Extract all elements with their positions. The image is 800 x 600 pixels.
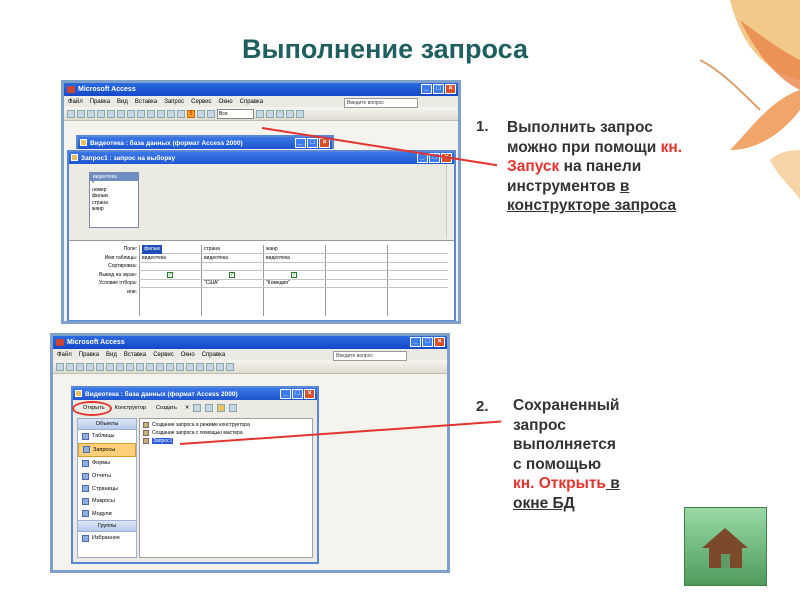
menu-tools[interactable]: Сервис [153, 351, 174, 358]
grid-show-checkbox[interactable]: ✓ [292, 272, 297, 278]
field-item[interactable]: * [92, 181, 94, 187]
undo-icon[interactable] [156, 363, 164, 371]
spell-icon[interactable] [107, 110, 115, 118]
menu-view[interactable]: Вид [106, 351, 117, 358]
database-window [71, 386, 319, 564]
menu-query[interactable]: Запрос [164, 98, 185, 105]
maximize-button[interactable]: □ [422, 337, 433, 347]
app-titlebar [64, 83, 458, 96]
object-tables[interactable]: Таблицы [78, 430, 136, 443]
save-icon[interactable] [76, 363, 84, 371]
module-icon [82, 510, 89, 517]
objects-panel [77, 418, 137, 558]
show-table-icon[interactable] [197, 110, 205, 118]
home-button[interactable] [684, 507, 767, 586]
new-object-icon[interactable] [286, 110, 294, 118]
app-title: Microsoft Access [67, 339, 125, 346]
details-view-icon[interactable] [229, 404, 237, 412]
table-field-list[interactable] [89, 172, 139, 228]
top-values-select[interactable]: Все [217, 109, 254, 119]
database-window-behind [76, 135, 334, 149]
object-queries[interactable]: Запросы [78, 443, 136, 458]
groups-header[interactable]: Группы [78, 520, 136, 532]
grid-label-criteria: Условие отбора: [98, 280, 137, 286]
point-2-number: 2. [476, 398, 489, 415]
report-icon [82, 473, 89, 480]
paste-icon[interactable] [137, 110, 145, 118]
upper-scrollbar[interactable] [446, 164, 454, 238]
filter-icon[interactable] [177, 110, 185, 118]
help-icon[interactable] [226, 363, 234, 371]
db-icon [80, 139, 87, 146]
object-pages[interactable]: Страницы [78, 482, 136, 495]
table-icon [82, 433, 89, 440]
design-grid [69, 240, 454, 320]
db-close-button[interactable]: × [304, 389, 315, 399]
favorites-icon [82, 535, 89, 542]
menu-window[interactable]: Окно [218, 98, 233, 105]
menu-window[interactable]: Окно [180, 351, 195, 358]
db-window-icon[interactable] [276, 110, 284, 118]
menu-view[interactable]: Вид [117, 98, 128, 105]
grid-label-table: Имя таблицы: [104, 254, 137, 261]
properties-icon[interactable] [256, 110, 264, 118]
save-icon[interactable] [77, 110, 85, 118]
new-icon[interactable] [56, 363, 64, 371]
open-button[interactable]: Открыть [83, 405, 105, 411]
analyze-icon[interactable] [176, 363, 184, 371]
menu-help[interactable]: Справка [239, 98, 264, 105]
object-forms[interactable]: Формы [78, 457, 136, 470]
slide-title: Выполнение запроса [242, 34, 528, 64]
menu-edit[interactable]: Правка [78, 351, 100, 358]
view-icon[interactable] [67, 110, 75, 118]
totals-icon[interactable] [207, 110, 215, 118]
point-2-text: Сохраненный запрос выполняется с помощью кн. Открыть в окне БД [513, 397, 620, 512]
close-button[interactable]: × [434, 337, 445, 347]
preview-icon[interactable] [106, 363, 114, 371]
sort-icon[interactable] [167, 110, 175, 118]
field-item[interactable]: номер [92, 187, 107, 194]
db-minimize-button[interactable]: _ [280, 389, 291, 399]
menu-insert[interactable]: Вставка [123, 351, 147, 358]
access-logo-icon [56, 339, 64, 346]
list-item[interactable]: Создание запроса с помощью мастера [140, 429, 312, 437]
maximize-button[interactable]: □ [433, 84, 444, 94]
links-icon[interactable] [166, 363, 174, 371]
macro-icon [82, 498, 89, 505]
preview-icon[interactable] [97, 110, 105, 118]
query-type-icon[interactable] [157, 110, 165, 118]
db-window-title: Видеотека : база данных (формат Access 2000) [85, 390, 238, 398]
group-favorites[interactable]: Избранное [78, 532, 136, 545]
point-1-number: 1. [476, 118, 489, 135]
db-window-title: Видеотека : база данных (формат Access 2000) [90, 139, 243, 147]
grid-table-cell[interactable]: видеотека [142, 254, 166, 261]
cut-icon[interactable] [117, 110, 125, 118]
spell-icon[interactable] [116, 363, 124, 371]
grid-label-show: Вывод на экран: [99, 271, 137, 278]
toolbar [64, 107, 458, 121]
grid-label-or: или: [127, 288, 137, 295]
query-window-title: Запрос1 : запрос на выборку [81, 154, 176, 162]
grid-table-cell[interactable]: видеотека [204, 254, 228, 261]
copy-icon[interactable] [127, 110, 135, 118]
open-icon[interactable] [66, 363, 74, 371]
field-item[interactable]: фильм [92, 193, 108, 200]
grid-show-checkbox[interactable]: ✓ [230, 272, 235, 278]
field-item[interactable]: жанр [92, 205, 104, 212]
form-icon [82, 460, 89, 467]
db-maximize-button[interactable]: □ [307, 138, 318, 148]
build-icon[interactable] [266, 110, 274, 118]
small-icons-icon[interactable] [205, 404, 213, 412]
list-item-query1[interactable]: Запрос1 [140, 437, 312, 445]
object-modules[interactable]: Модули [78, 508, 136, 521]
minimize-button[interactable]: _ [421, 84, 432, 94]
cut-icon[interactable] [126, 363, 134, 371]
copy-icon[interactable] [136, 363, 144, 371]
grid-table-cell[interactable]: видеотека [266, 254, 290, 261]
db-minimize-button[interactable]: _ [295, 138, 306, 148]
ask-question-input[interactable]: Введите вопрос [333, 351, 407, 361]
grid-field-cell[interactable]: страна [204, 246, 220, 252]
objects-header[interactable]: Объекты [78, 419, 136, 430]
run-query-icon[interactable]: ! [187, 110, 195, 118]
grid-criteria-cell[interactable]: "США" [204, 280, 220, 286]
code-icon[interactable] [186, 363, 194, 371]
grid-label-field: Поле: [123, 246, 137, 252]
screenshot-database-window [50, 333, 450, 573]
help-icon[interactable] [296, 110, 304, 118]
field-item[interactable]: страна [92, 199, 108, 206]
menu-edit[interactable]: Правка [89, 98, 111, 105]
design-button[interactable]: Конструктор [114, 405, 146, 411]
menu-file[interactable]: Файл [68, 98, 83, 105]
screenshot-query-designer [61, 80, 461, 324]
query-icon [143, 438, 149, 444]
list-item[interactable]: Создание запроса в режиме конструктора [140, 421, 312, 429]
wizard-icon [143, 422, 149, 428]
wizard-icon [143, 430, 149, 436]
grid-field-cell[interactable]: жанр [266, 246, 278, 252]
db-close-button[interactable]: × [319, 138, 330, 148]
page-icon [82, 485, 89, 492]
grid-field-cell[interactable]: фильм [144, 246, 160, 252]
close-button[interactable]: × [445, 84, 456, 94]
print-icon[interactable] [87, 110, 95, 118]
query-icon [71, 154, 78, 161]
access-logo-icon [67, 86, 75, 93]
db-icon [75, 390, 82, 397]
app-title: Microsoft Access [78, 86, 136, 93]
paste-icon[interactable] [146, 363, 154, 371]
undo-icon[interactable] [147, 110, 155, 118]
ask-question-input[interactable]: Введите вопрос [344, 98, 418, 108]
point-1-text: Выполнить запрос можно при помощи кн. Запуск на панели инструментов в конструкторе запроса [507, 119, 683, 214]
grid-criteria-cell[interactable]: "Комедия" [266, 280, 290, 286]
query-window [67, 150, 456, 322]
relationships-icon[interactable] [206, 363, 214, 371]
app-titlebar [53, 336, 447, 349]
open-button-highlight [72, 401, 112, 416]
search-icon[interactable] [86, 363, 94, 371]
grid-label-sort: Сортировка: [108, 263, 137, 269]
query-maximize-button[interactable]: □ [429, 153, 440, 163]
toolbar [53, 360, 447, 374]
grid-show-checkbox[interactable]: ✓ [168, 272, 173, 278]
list-view-icon[interactable] [217, 404, 225, 412]
create-button[interactable]: Создать [155, 405, 177, 411]
menu-tools[interactable]: Сервис [191, 98, 212, 105]
object-macros[interactable]: Макросы [78, 495, 136, 508]
object-reports[interactable]: Отчеты [78, 470, 136, 483]
home-icon [685, 508, 766, 585]
new-object-icon[interactable] [216, 363, 224, 371]
menu-help[interactable]: Справка [201, 351, 226, 358]
delete-icon[interactable]: ✕ [184, 405, 190, 411]
properties-icon[interactable] [196, 363, 204, 371]
table-name: видеотека [90, 173, 138, 181]
large-icons-icon[interactable] [193, 404, 201, 412]
db-maximize-button[interactable]: □ [292, 389, 303, 399]
minimize-button[interactable]: _ [410, 337, 421, 347]
print-icon[interactable] [96, 363, 104, 371]
query-minimize-button[interactable]: _ [417, 153, 428, 163]
query-icon [83, 446, 90, 453]
menu-file[interactable]: Файл [57, 351, 72, 358]
menu-insert[interactable]: Вставка [134, 98, 158, 105]
